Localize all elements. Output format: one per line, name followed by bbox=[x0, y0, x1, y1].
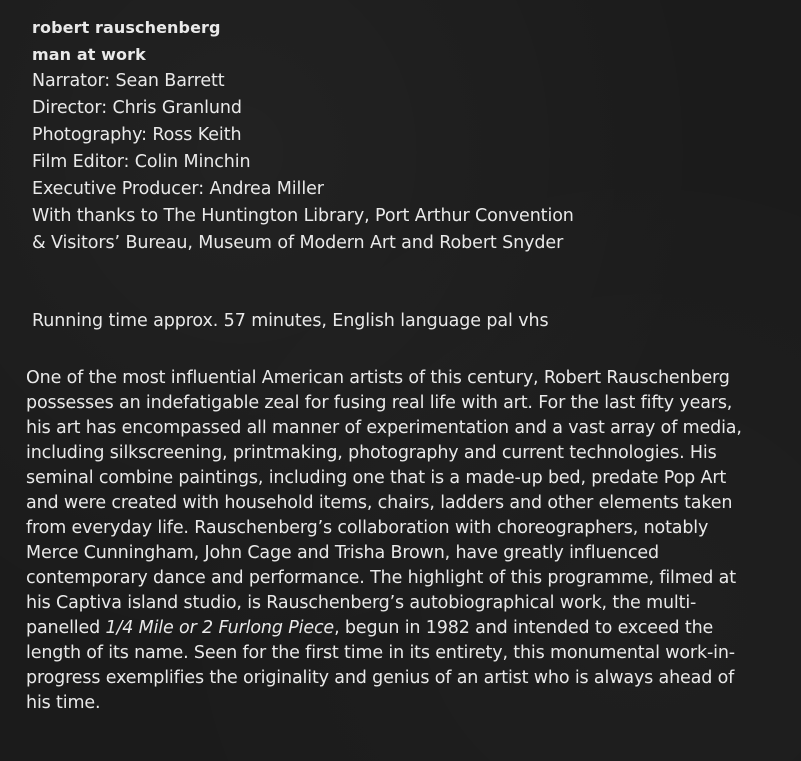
thanks-line-2: & Visitors’ Bureau, Museum of Modern Art and Robert Snyder bbox=[32, 233, 564, 253]
film-title: robert rauschenberg bbox=[32, 18, 221, 37]
director-credit: Director: Chris Granlund bbox=[32, 98, 242, 118]
synopsis-line bbox=[26, 616, 776, 641]
film-subtitle: man at work bbox=[32, 45, 146, 64]
synopsis-text: panelled bbox=[26, 618, 106, 638]
synopsis-line: from everyday life. Rauschenberg’s collaboration with choreographers, notably bbox=[26, 518, 709, 538]
synopsis-line: including silkscreening, printmaking, photography and current technologies. His bbox=[26, 443, 717, 463]
photography-credit: Photography: Ross Keith bbox=[32, 125, 242, 145]
synopsis-line: seminal combine paintings, including one that is a made-up bed, predate Pop Art bbox=[26, 468, 727, 488]
synopsis-paragraph bbox=[26, 366, 776, 716]
synopsis-text: , begun in 1982 and intended to exceed the bbox=[334, 618, 714, 638]
synopsis-line: length of its name. Seen for the first time in its entirety, this monumental work-in- bbox=[26, 643, 735, 663]
credits-block bbox=[32, 14, 772, 257]
synopsis-line: and were created with household items, chairs, ladders and other elements taken bbox=[26, 493, 733, 513]
synopsis-line: Merce Cunningham, John Cage and Trisha Brown, have greatly influenced bbox=[26, 543, 659, 563]
thanks-line-1: With thanks to The Huntington Library, Port Arthur Convention bbox=[32, 206, 574, 226]
film-editor-credit: Film Editor: Colin Minchin bbox=[32, 152, 251, 172]
artwork-title: 1/4 Mile or 2 Furlong Piece bbox=[105, 618, 335, 638]
synopsis-line: his time. bbox=[26, 693, 101, 713]
synopsis-line: progress exemplifies the originality and genius of an artist who is always ahead of bbox=[26, 668, 735, 688]
running-time: Running time approx. 57 minutes, English language pal vhs bbox=[32, 311, 549, 331]
narrator-credit: Narrator: Sean Barrett bbox=[32, 71, 225, 91]
synopsis-line: possesses an indefatigable zeal for fusing real life with art. For the last fifty years, bbox=[26, 393, 733, 413]
synopsis-line: his art has encompassed all manner of experimentation and a vast array of media, bbox=[26, 418, 742, 438]
synopsis-line: contemporary dance and performance. The highlight of this programme, filmed at bbox=[26, 568, 736, 588]
synopsis-line: his Captiva island studio, is Rauschenberg’s autobiographical work, the multi- bbox=[26, 593, 697, 613]
synopsis-line: One of the most influential American artists of this century, Robert Rauschenberg bbox=[26, 368, 730, 388]
executive-producer-credit: Executive Producer: Andrea Miller bbox=[32, 179, 324, 199]
